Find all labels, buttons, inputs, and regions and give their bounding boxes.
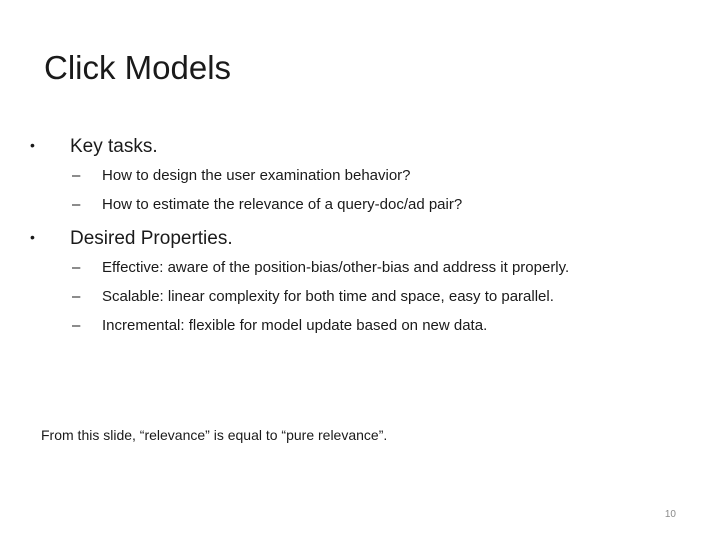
subitem-text: How to design the user examination behavior? [102, 167, 411, 184]
bullet-desired-properties [30, 225, 233, 251]
bullet-marker: • [30, 229, 35, 245]
subitem-incremental [72, 316, 487, 336]
subitem-marker: – [72, 196, 81, 213]
subitem-text: Scalable: linear complexity for both time and space, easy to parallel. [102, 288, 554, 305]
subitem-marker: – [72, 317, 81, 334]
bullet-key-tasks [30, 133, 158, 159]
subitem-text: Incremental: flexible for model update based on new data. [102, 317, 488, 334]
subitem-marker: – [72, 167, 81, 184]
subitem-marker: – [72, 288, 81, 305]
subitem-effective [72, 258, 569, 278]
bullet-text: Key tasks. [70, 136, 158, 157]
subitem-marker: – [72, 259, 81, 276]
subitem-scalable [72, 287, 554, 307]
subitem-design-examination [72, 166, 411, 186]
subitem-text: How to estimate the relevance of a query-doc/ad pair? [102, 196, 463, 213]
slide-title: Click Models [44, 49, 232, 86]
bullet-marker: • [30, 137, 35, 153]
subitem-estimate-relevance [72, 195, 462, 215]
page-number: 10 [664, 509, 676, 520]
slide-footnote: From this slide, “relevance” is equal to “pure relevance”. [41, 427, 388, 443]
bullet-text: Desired Properties. [70, 228, 233, 249]
subitem-text: Effective: aware of the position-bias/other-bias and address it properly. [102, 259, 570, 276]
